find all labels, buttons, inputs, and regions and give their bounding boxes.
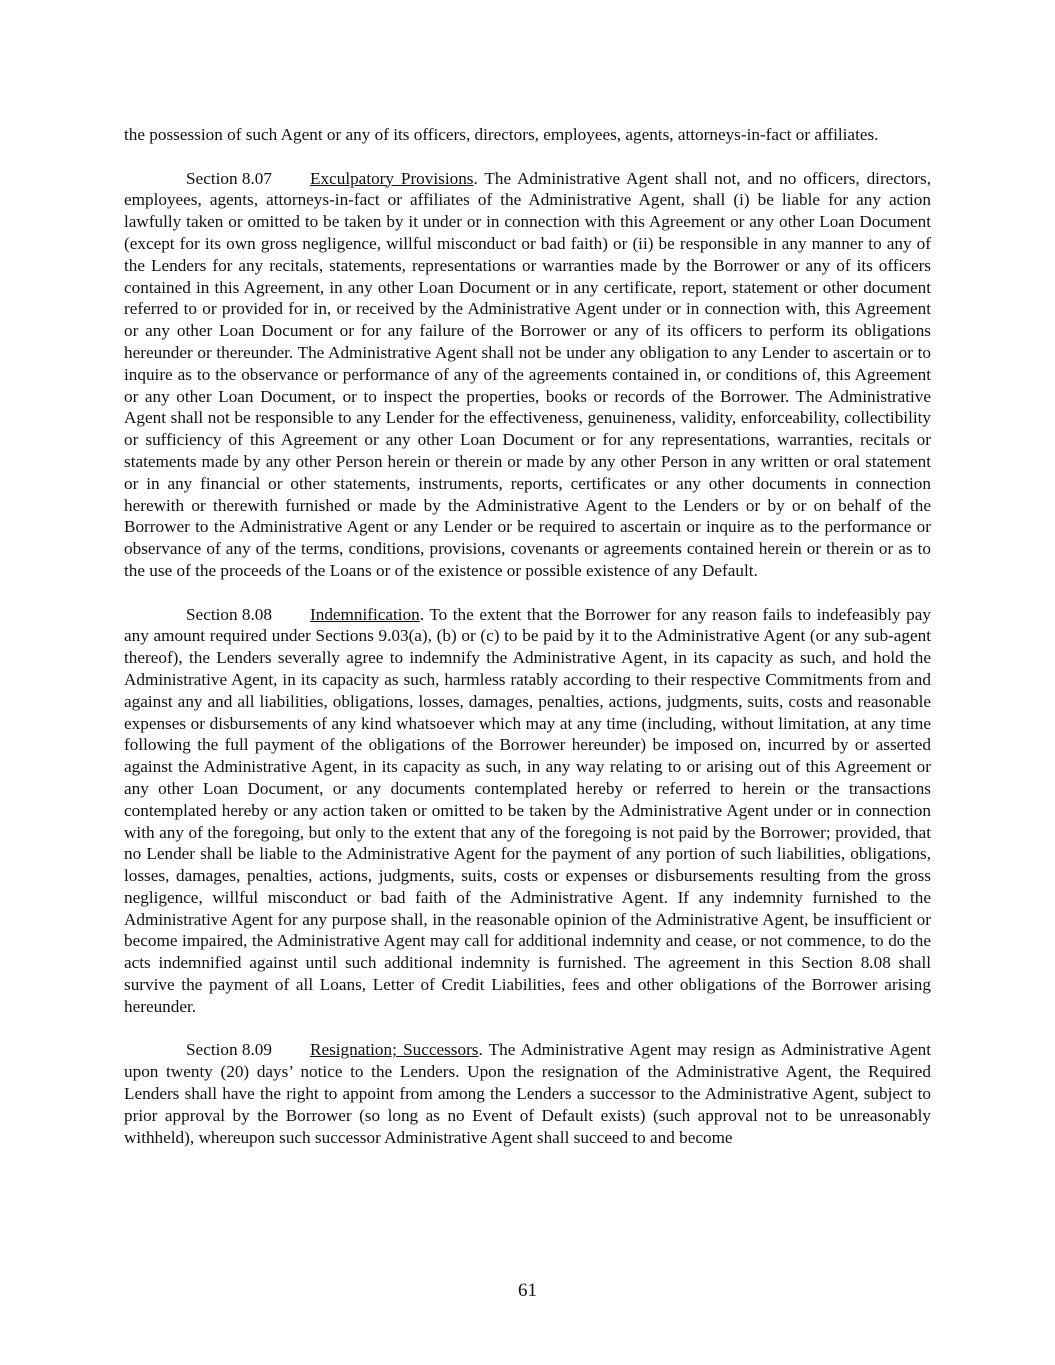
section-8-07-paragraph: [124, 168, 931, 582]
continuation-paragraph: the possession of such Agent or any of its officers, directors, employees, agents, attorneys-in-fact or affiliates.: [124, 125, 879, 144]
section-8-09-paragraph: [124, 1039, 931, 1148]
section-body: . The Administrative Agent shall not, and no officers, directors, employees, agents, attorneys-in-fact or affiliates of the Administrative Agent, shall (i) be liable for any action lawfully taken or omitted to be taken by it under or in connection with this Agreement or any other Loan Document (except for its own gross negligence, willful misconduct or bad faith) or (ii) be responsible in any manner to any of the Lenders for any recitals, statements, representations or warranties made by the Borrower or any of its officers contained in this Agreement, in any other Loan Document or in any certificate, report, statement or other document referred to or provided for in, or received by the Administrative Agent under or in connection with, this Agreement or any other Loan Document or for any failure of the Borrower or any of its officers to perform its obligations hereunder or thereunder. The Administrative Agent shall not be under any obligation to any Lender to ascertain or to inquire as to the observance or performance of any of the agreements contained in, or conditions of, this Agreement or any other Loan Document, or to inspect the properties, books or records of the Borrower. The Administrative Agent shall not be responsible to any Lender for the effectiveness, genuineness, validity, enforceability, collectibility or sufficiency of this Agreement or any other Loan Document or for any representations, warranties, recitals or statements made by any other Person herein or therein or made by any other Person in any written or oral statement or in any financial or other statements, instruments, reports, certificates or any other documents in connection herewith or therewith furnished or made by the Administrative Agent to the Lenders or by or on behalf of the Borrower to the Administrative Agent or any Lender or be required to ascertain or inquire as to the performance or observance of any of the terms, conditions, provisions, covenants or agreements contained herein or therein or as to the use of the proceeds of the Loans or of the existence or possible existence of any Default.: [124, 168, 932, 580]
document-page: [124, 124, 931, 1170]
section-heading: Exculpatory Provisions: [310, 168, 474, 188]
section-number: Section 8.07: [186, 168, 272, 188]
page-number: 61: [518, 1280, 537, 1301]
section-body: . To the extent that the Borrower for any reason fails to indefeasibly pay any amount required under Sections 9.03(a), (b) or (c) to be paid by it to the Administrative Agent (or any sub-agent thereof), the Lenders severally agree to indemnify the Administrative Agent, in its capacity as such, and hold the Administrative Agent, in its capacity as such, harmless ratably according to their respective Commitments from and against any and all liabilities, obligations, losses, damages, penalties, actions, judgments, suits, costs and reasonable expenses or disbursements of any kind whatsoever which may at any time (including, without limitation, at any time following the full payment of the obligations of the Borrower hereunder) be imposed on, incurred by or asserted against the Administrative Agent, in its capacity as such, in any way relating to or arising out of this Agreement or any other Loan Document, or any documents contemplated hereby or referred to herein or the transactions contemplated hereby or any action taken or omitted to be taken by the Administrative Agent under or in connection with any of the foregoing, but only to the extent that any of the foregoing is not paid by the Borrower; provided, that no Lender shall be liable to the Administrative Agent for the payment of any portion of such liabilities, obligations, losses, damages, penalties, actions, judgments, suits, costs or expenses or disbursements resulting from the gross negligence, willful misconduct or bad faith of the Administrative Agent. If any indemnity furnished to the Administrative Agent for any purpose shall, in the reasonable opinion of the Administrative Agent, be insufficient or become impaired, the Administrative Agent may call for additional indemnity and cease, or not commence, to do the acts indemnified against until such additional indemnity is furnished. The agreement in this Section 8.08 shall survive the payment of all Loans, Letter of Credit Liabilities, fees and other obligations of the Borrower arising hereunder.: [124, 604, 931, 1016]
section-heading: Indemnification: [310, 604, 420, 624]
section-number: Section 8.09: [186, 1040, 272, 1060]
section-8-08-paragraph: [124, 604, 931, 1018]
section-body: . The Administrative Agent may resign as Administrative Agent upon twenty (20) days’ notice to the Lenders. Upon the resignation of the Administrative Agent, the Required Lenders shall have the right to appoint from among the Lenders a successor to the Administrative Agent, subject to prior approval by the Borrower (so long as no Event of Default exists) (such approval not to be unreasonably withheld), whereupon such successor Administrative Agent shall succeed to and become: [124, 1040, 931, 1147]
section-number: Section 8.08: [186, 604, 272, 624]
section-heading: Resignation; Successors: [310, 1040, 479, 1060]
